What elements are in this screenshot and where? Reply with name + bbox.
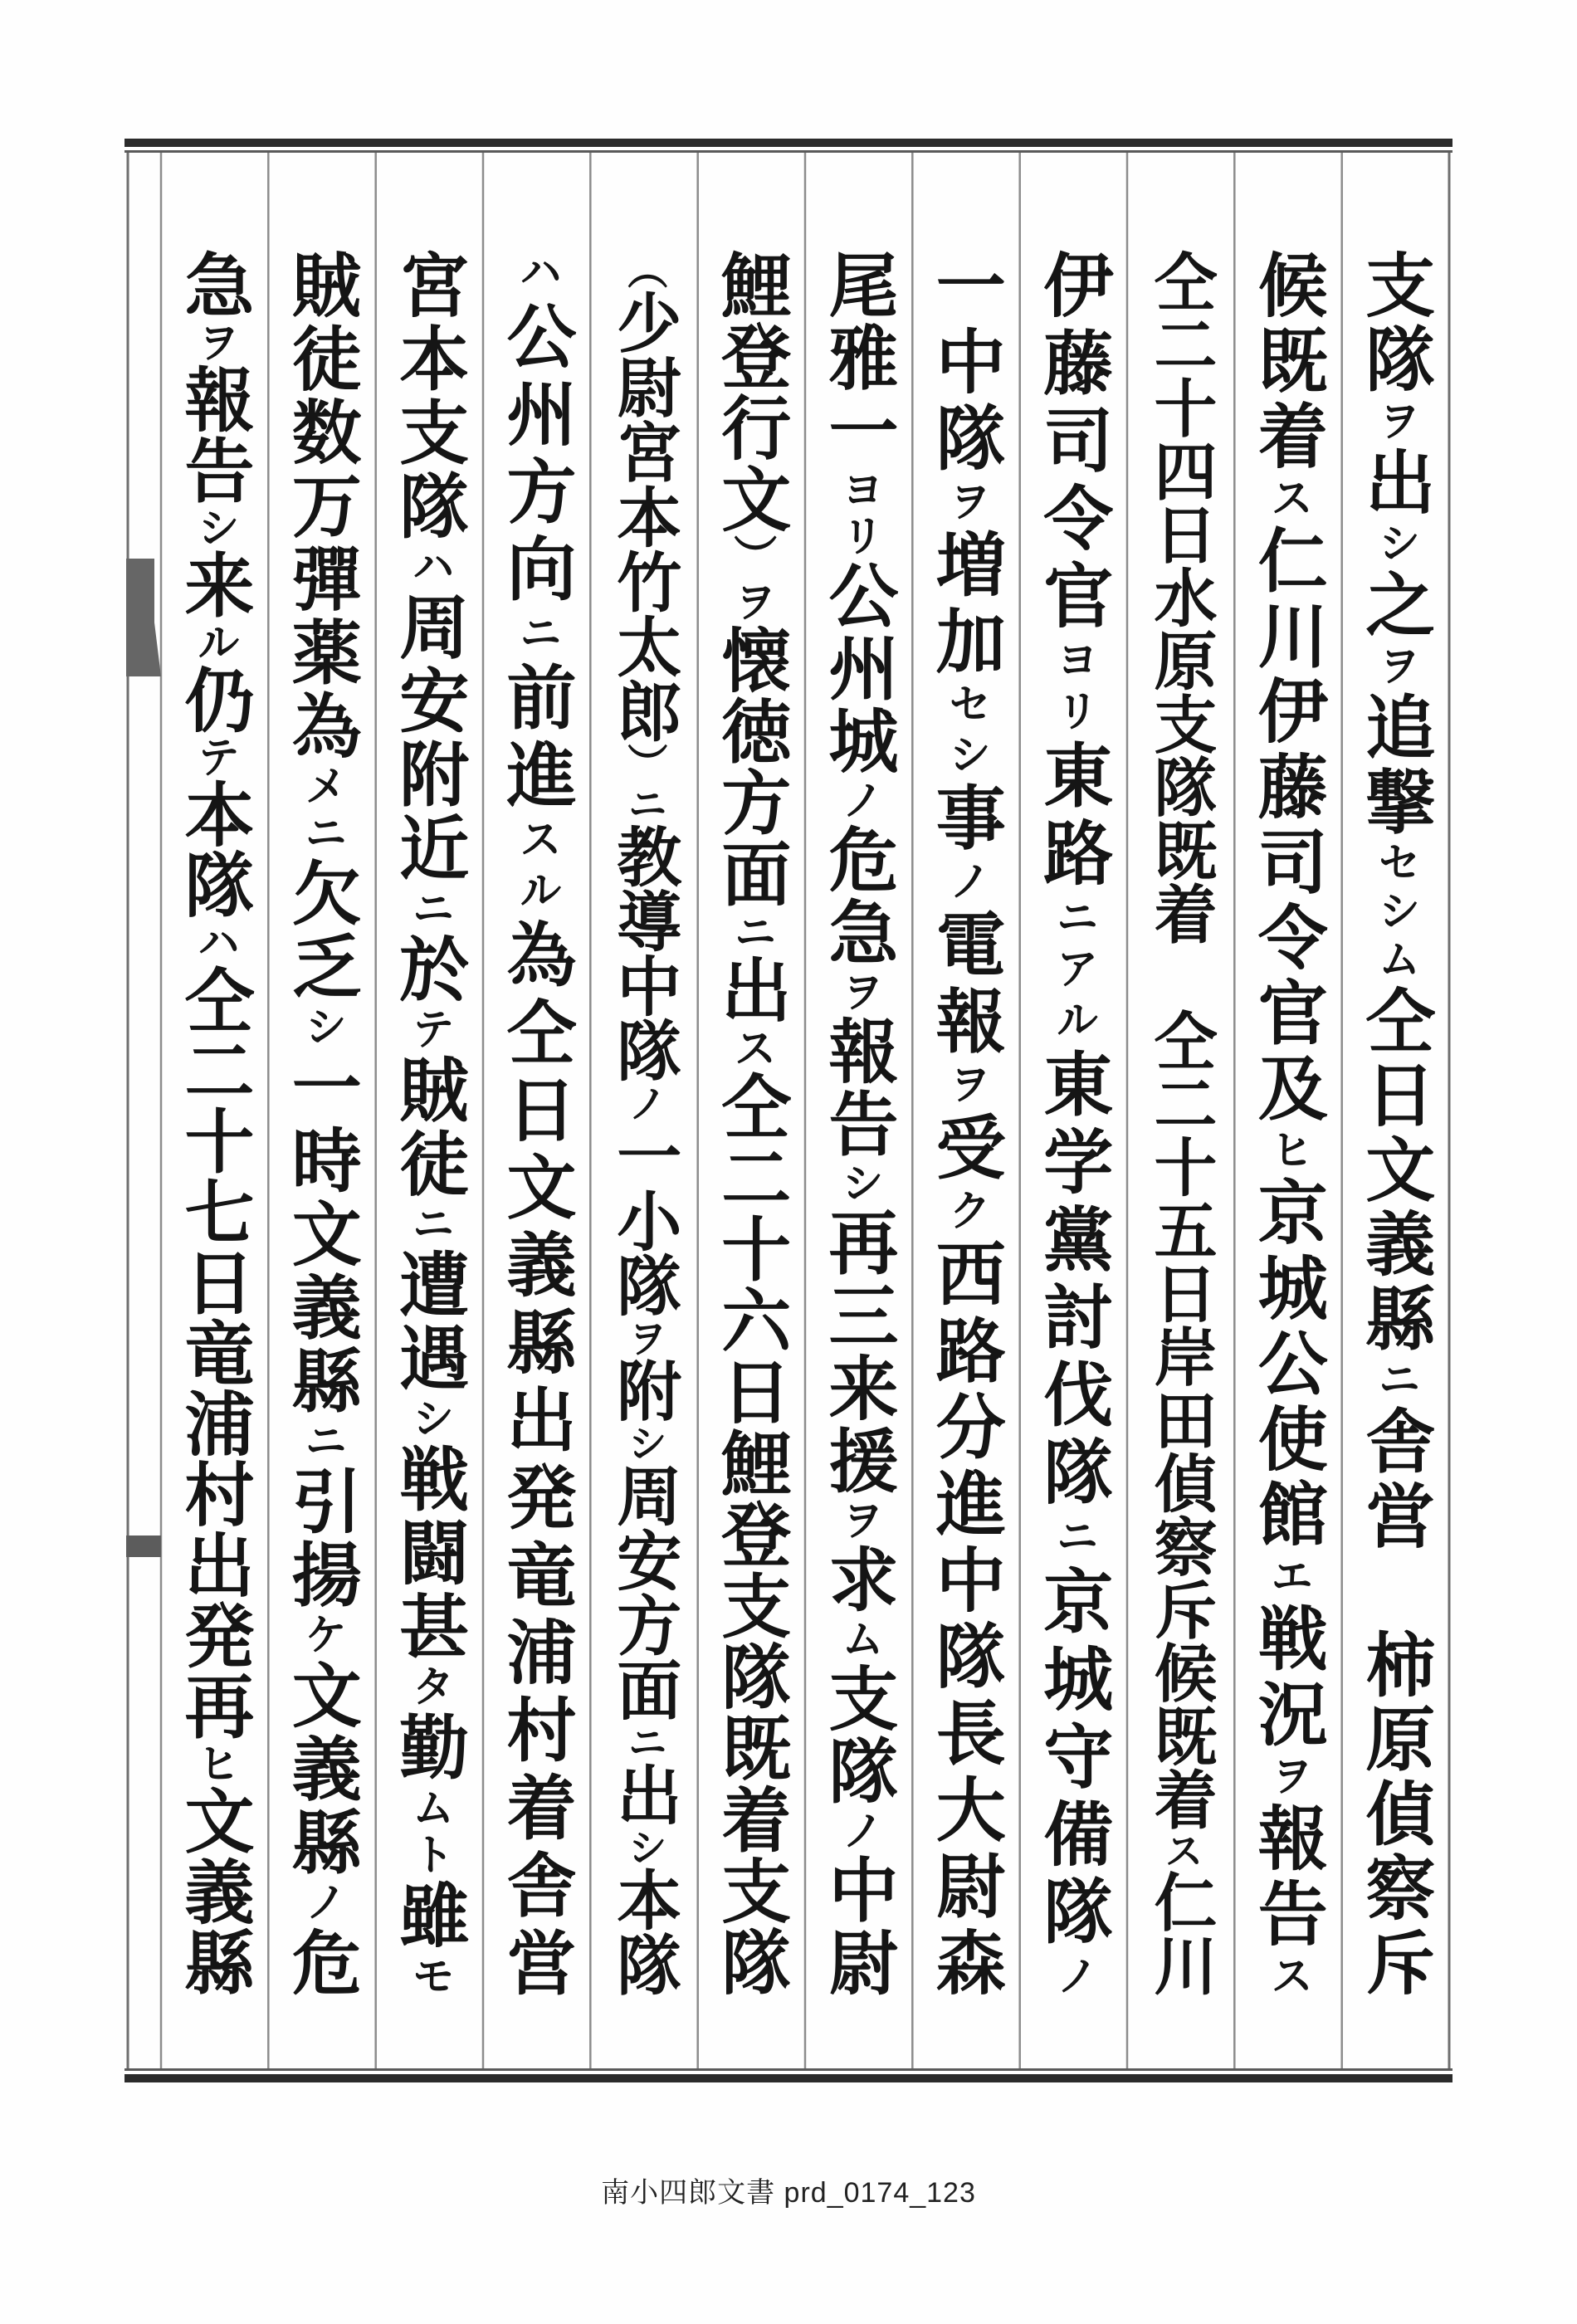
okurigana: ヲ: [725, 579, 777, 624]
okurigana: シ: [620, 1826, 667, 1868]
okurigana: ヒ: [1262, 1127, 1314, 1177]
okurigana: ヨ: [833, 466, 884, 514]
okurigana: ニ: [620, 1721, 667, 1762]
okurigana: ニ: [1047, 1513, 1099, 1565]
text-column: [1342, 249, 1449, 1996]
okurigana: エ: [1262, 1553, 1314, 1603]
okurigana: シ: [189, 505, 240, 549]
okurigana: ニ: [403, 886, 455, 933]
okurigana: ニ: [511, 610, 562, 662]
column-text: 賊徒数万彈薬為メニ欠乏シ一時文義縣ニ引揚ケ文義縣ノ危: [281, 249, 364, 1996]
okurigana: シ: [403, 1395, 455, 1443]
okurigana: ハ: [403, 544, 455, 591]
text-column: [483, 249, 590, 1996]
column-text: 一中隊ヲ増加セシ事ノ電報ヲ受ク西路分進中隊長大尉森: [925, 249, 1008, 1996]
okurigana: ノ: [296, 1879, 348, 1926]
okurigana: テ: [403, 1006, 455, 1054]
okurigana: モ: [403, 1952, 455, 1997]
text-column: [698, 249, 805, 1996]
column-text: 仝二十四日水原支隊既着 仝二十五日岸田偵察斥候既着ス仁川: [1144, 249, 1218, 1997]
okurigana: ノ: [833, 777, 884, 824]
text-column: [1020, 249, 1127, 1996]
column-text: 急ヲ報告シ来ル仍テ本隊ハ仝二十七日竜浦村出発再ヒ文義縣: [173, 249, 256, 1996]
okurigana: ヲ: [833, 969, 884, 1016]
okurigana: ル: [511, 867, 562, 919]
okurigana: （: [620, 249, 667, 290]
column-text: 鯉登行文）ヲ懐徳方面ニ出ス仝二十六日鯉登支隊既着支隊: [710, 249, 793, 1997]
okurigana: テ: [189, 735, 240, 779]
okurigana: ニ: [725, 909, 777, 954]
okurigana: シ: [296, 1003, 348, 1052]
okurigana: シ: [620, 1422, 667, 1462]
okurigana: ハ: [189, 920, 240, 964]
okurigana: ヲ: [940, 1061, 992, 1111]
okurigana: シ: [1370, 888, 1421, 936]
okurigana: シ: [1370, 520, 1421, 569]
bottom-rule-thick: [124, 2074, 1452, 2082]
column-text: 伊藤司令官ヨリ東路ニアル東学黨討伐隊ニ京城守備隊ノ: [1032, 249, 1115, 1997]
okurigana: ノ: [1047, 1952, 1099, 1997]
text-column: [1234, 249, 1341, 1996]
okurigana: ト: [403, 1832, 455, 1880]
column-text: ハ公州方向ニ前進スル為仝日文義縣出発竜浦村着舎営: [496, 249, 578, 1997]
okurigana: ニ: [296, 810, 348, 857]
okurigana: ヲ: [1370, 642, 1421, 691]
column-text: 宮本支隊ハ周安附近ニ於テ賊徒ニ遭遇シ戦闘甚タ勤ムト雖モ: [388, 249, 471, 1997]
column-text: 尾雅一ヨリ公州城ノ危急ヲ報告シ再三来援ヲ求ム支隊ノ中尉: [818, 249, 900, 1997]
okurigana: ル: [189, 619, 240, 664]
okurigana: ）: [725, 534, 777, 579]
okurigana: ヲ: [1262, 1753, 1314, 1803]
okurigana: ム: [833, 1616, 884, 1662]
okurigana: ニ: [1370, 1356, 1421, 1405]
okurigana: ヲ: [189, 320, 240, 364]
okurigana: ニ: [403, 1201, 455, 1249]
text-column: [912, 249, 1019, 1996]
okurigana: ム: [1370, 935, 1421, 984]
okurigana: ノ: [833, 1808, 884, 1854]
okurigana: ス: [1262, 475, 1314, 525]
okurigana: ニ: [296, 1418, 348, 1466]
okurigana: セ: [1370, 840, 1421, 889]
text-column: [805, 249, 912, 1996]
okurigana: ル: [1047, 997, 1099, 1048]
okurigana: ス: [725, 1025, 777, 1071]
text-column: [376, 249, 483, 1996]
okurigana: リ: [833, 513, 884, 559]
okurigana: セ: [940, 681, 992, 732]
top-rule-thick: [124, 139, 1452, 147]
okurigana: ス: [511, 816, 562, 868]
text-column: [590, 249, 697, 1996]
bottom-rule-thin: [124, 2068, 1452, 2071]
okurigana: ノ: [940, 857, 992, 909]
okurigana: ヲ: [1370, 398, 1421, 447]
okurigana: ヲ: [620, 1316, 667, 1358]
okurigana: ）: [620, 742, 667, 784]
text-column: [268, 249, 375, 1996]
column-text: 候既着ス仁川伊藤司令官及ヒ京城公使館エ戦況ヲ報告ス: [1247, 249, 1330, 1997]
okurigana: ム: [403, 1784, 455, 1833]
okurigana: ヲ: [833, 1497, 884, 1544]
column-text: 支隊ヲ出シ之ヲ追撃セシム仝日文義縣ニ舎営 柿原偵察斥: [1354, 249, 1437, 1997]
top-rule-thin: [124, 150, 1452, 153]
okurigana: ニ: [1047, 894, 1099, 946]
okurigana: シ: [940, 731, 992, 782]
binding-bar-mark: [126, 1536, 161, 1557]
okurigana: ク: [940, 1188, 992, 1238]
okurigana: タ: [403, 1663, 455, 1711]
okurigana: ヨ: [1047, 637, 1099, 689]
okurigana: ケ: [296, 1612, 348, 1659]
okurigana: メ: [296, 763, 348, 811]
okurigana: リ: [1047, 688, 1099, 740]
text-column: [161, 249, 268, 1996]
okurigana: シ: [833, 1160, 884, 1207]
column-text: （少尉宮本竹太郎）ニ教導中隊ノ一小隊ヲ附シ周安方面ニ出シ本隊: [606, 249, 682, 1997]
text-column: [1127, 249, 1234, 1996]
okurigana: ノ: [620, 1082, 667, 1123]
archive-caption: 南小四郎文書 prd_0174_123: [601, 2177, 976, 2209]
okurigana: ス: [1262, 1952, 1314, 1997]
okurigana: ヒ: [189, 1741, 240, 1785]
okurigana: ニ: [620, 783, 667, 823]
okurigana: ハ: [511, 249, 562, 300]
okurigana: ス: [1158, 1830, 1204, 1870]
okurigana: ア: [1047, 945, 1099, 998]
binding-tab-mark: [126, 559, 161, 676]
okurigana: ヲ: [940, 478, 992, 529]
